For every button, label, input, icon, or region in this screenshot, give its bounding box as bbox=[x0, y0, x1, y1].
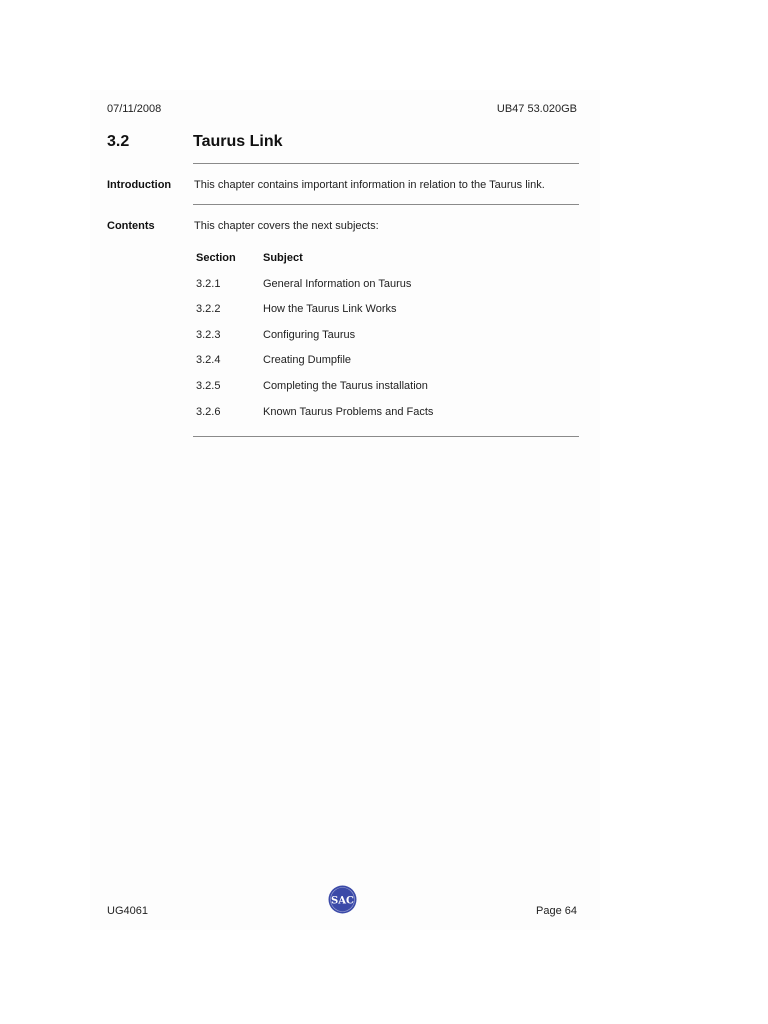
page-background bbox=[90, 90, 600, 930]
logo-text: SAC bbox=[331, 895, 354, 907]
table-header-row bbox=[196, 252, 576, 278]
table-row bbox=[196, 329, 576, 355]
chapter-number: 3.2 bbox=[107, 133, 130, 150]
contents-table bbox=[196, 252, 576, 431]
header-date: 07/11/2008 bbox=[107, 103, 162, 115]
section-number: 3.2.4 bbox=[196, 354, 221, 367]
section-subject: Creating Dumpfile bbox=[263, 354, 352, 367]
table-row bbox=[196, 303, 576, 329]
sac-logo-icon bbox=[328, 885, 357, 914]
section-number: 3.2.3 bbox=[196, 328, 221, 341]
section-number: 3.2.6 bbox=[196, 405, 221, 418]
table-row bbox=[196, 380, 576, 406]
contents-label: Contents bbox=[107, 220, 155, 232]
section-number: 3.2.5 bbox=[196, 379, 221, 392]
section-subject: General Information on Taurus bbox=[263, 277, 412, 290]
column-header-subject: Subject bbox=[263, 252, 303, 264]
divider-middle bbox=[193, 204, 579, 205]
contents-intro-text: This chapter covers the next subjects: bbox=[194, 220, 379, 232]
divider-bottom bbox=[193, 436, 579, 437]
column-header-section: Section bbox=[196, 252, 236, 264]
section-subject: How the Taurus Link Works bbox=[263, 303, 397, 316]
header-document-code: UB47 53.020GB bbox=[496, 103, 577, 115]
chapter-title: Taurus Link bbox=[193, 133, 283, 150]
section-number: 3.2.2 bbox=[196, 303, 221, 316]
section-subject: Known Taurus Problems and Facts bbox=[263, 405, 434, 418]
section-subject: Configuring Taurus bbox=[263, 328, 356, 341]
section-subject: Completing the Taurus installation bbox=[263, 379, 428, 392]
introduction-text: This chapter contains important information in relation to the Taurus link. bbox=[194, 179, 545, 191]
table-row bbox=[196, 354, 576, 380]
introduction-label: Introduction bbox=[107, 179, 172, 191]
table-row bbox=[196, 406, 576, 432]
table-row bbox=[196, 278, 576, 304]
section-number: 3.2.1 bbox=[196, 277, 221, 290]
footer-document-id: UG4061 bbox=[107, 905, 148, 917]
divider-top bbox=[193, 163, 579, 164]
footer-page-number: Page 64 bbox=[536, 905, 577, 917]
